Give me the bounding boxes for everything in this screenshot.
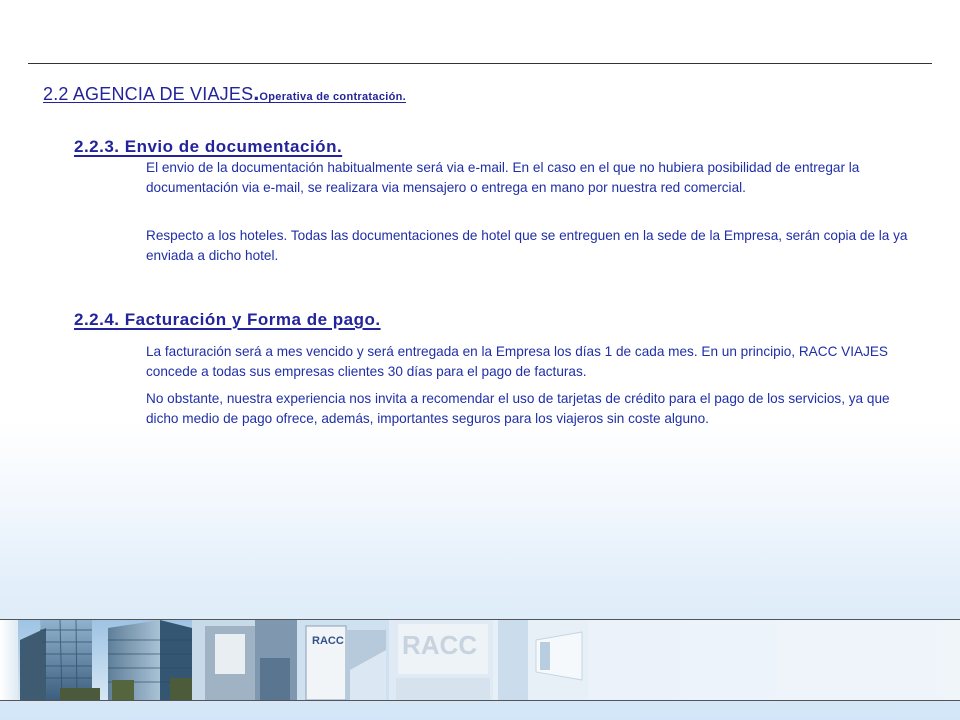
top-divider	[28, 63, 932, 64]
banner-photo-5	[389, 620, 493, 700]
heading-facturacion: 2.2.4. Facturación y Forma de pago.	[74, 310, 381, 329]
banner-photo-4	[297, 620, 389, 700]
banner-sign-text-2: RACC	[402, 630, 478, 660]
paragraph-envio-2: Respecto a los hoteles. Todas las documentaciones de hotel que se entreguen en la sede de la Empresa, serán copia de la ya enviada a dicho hotel.	[146, 228, 908, 263]
banner-photo-6	[493, 620, 588, 700]
heading-envio: 2.2.3. Envio de documentación.	[74, 137, 343, 156]
banner-sign-text-1: RACC	[312, 635, 344, 647]
banner-photo-3	[192, 620, 297, 700]
paragraph-facturacion-1: La facturación será a mes vencido y será entregada en la Empresa los días 1 de cada mes. En un principio, RACC VIAJES concede a todas sus empresas clientes 30 días para el pago de facturas.	[146, 344, 889, 379]
banner-photo-1	[18, 620, 100, 700]
section-title-sub: Operativa de contratación.	[259, 91, 406, 103]
photo-banner	[0, 619, 960, 701]
paragraph-facturacion-2: No obstante, nuestra experiencia nos invita a recomendar el uso de tarjetas de crédito para el pago de los servicios, ya que dicho medio de pago ofrece, además, importantes seguros para los viajeros sin coste alguno.	[146, 391, 890, 426]
banner-photo-strip	[0, 620, 960, 700]
section-title-main: 2.2 AGENCIA DE VIAJES	[43, 84, 254, 104]
section-title	[43, 80, 406, 106]
banner-photo-2	[100, 620, 192, 700]
section-title-dot: .	[253, 80, 260, 105]
paragraph-envio-1: El envio de la documentación habitualmente será via e-mail. En el caso en el que no hubiera posibilidad de entregar la documentación via e-mail, se realizara via mensajero o entrega en mano por nuestra red comercial.	[146, 160, 860, 195]
